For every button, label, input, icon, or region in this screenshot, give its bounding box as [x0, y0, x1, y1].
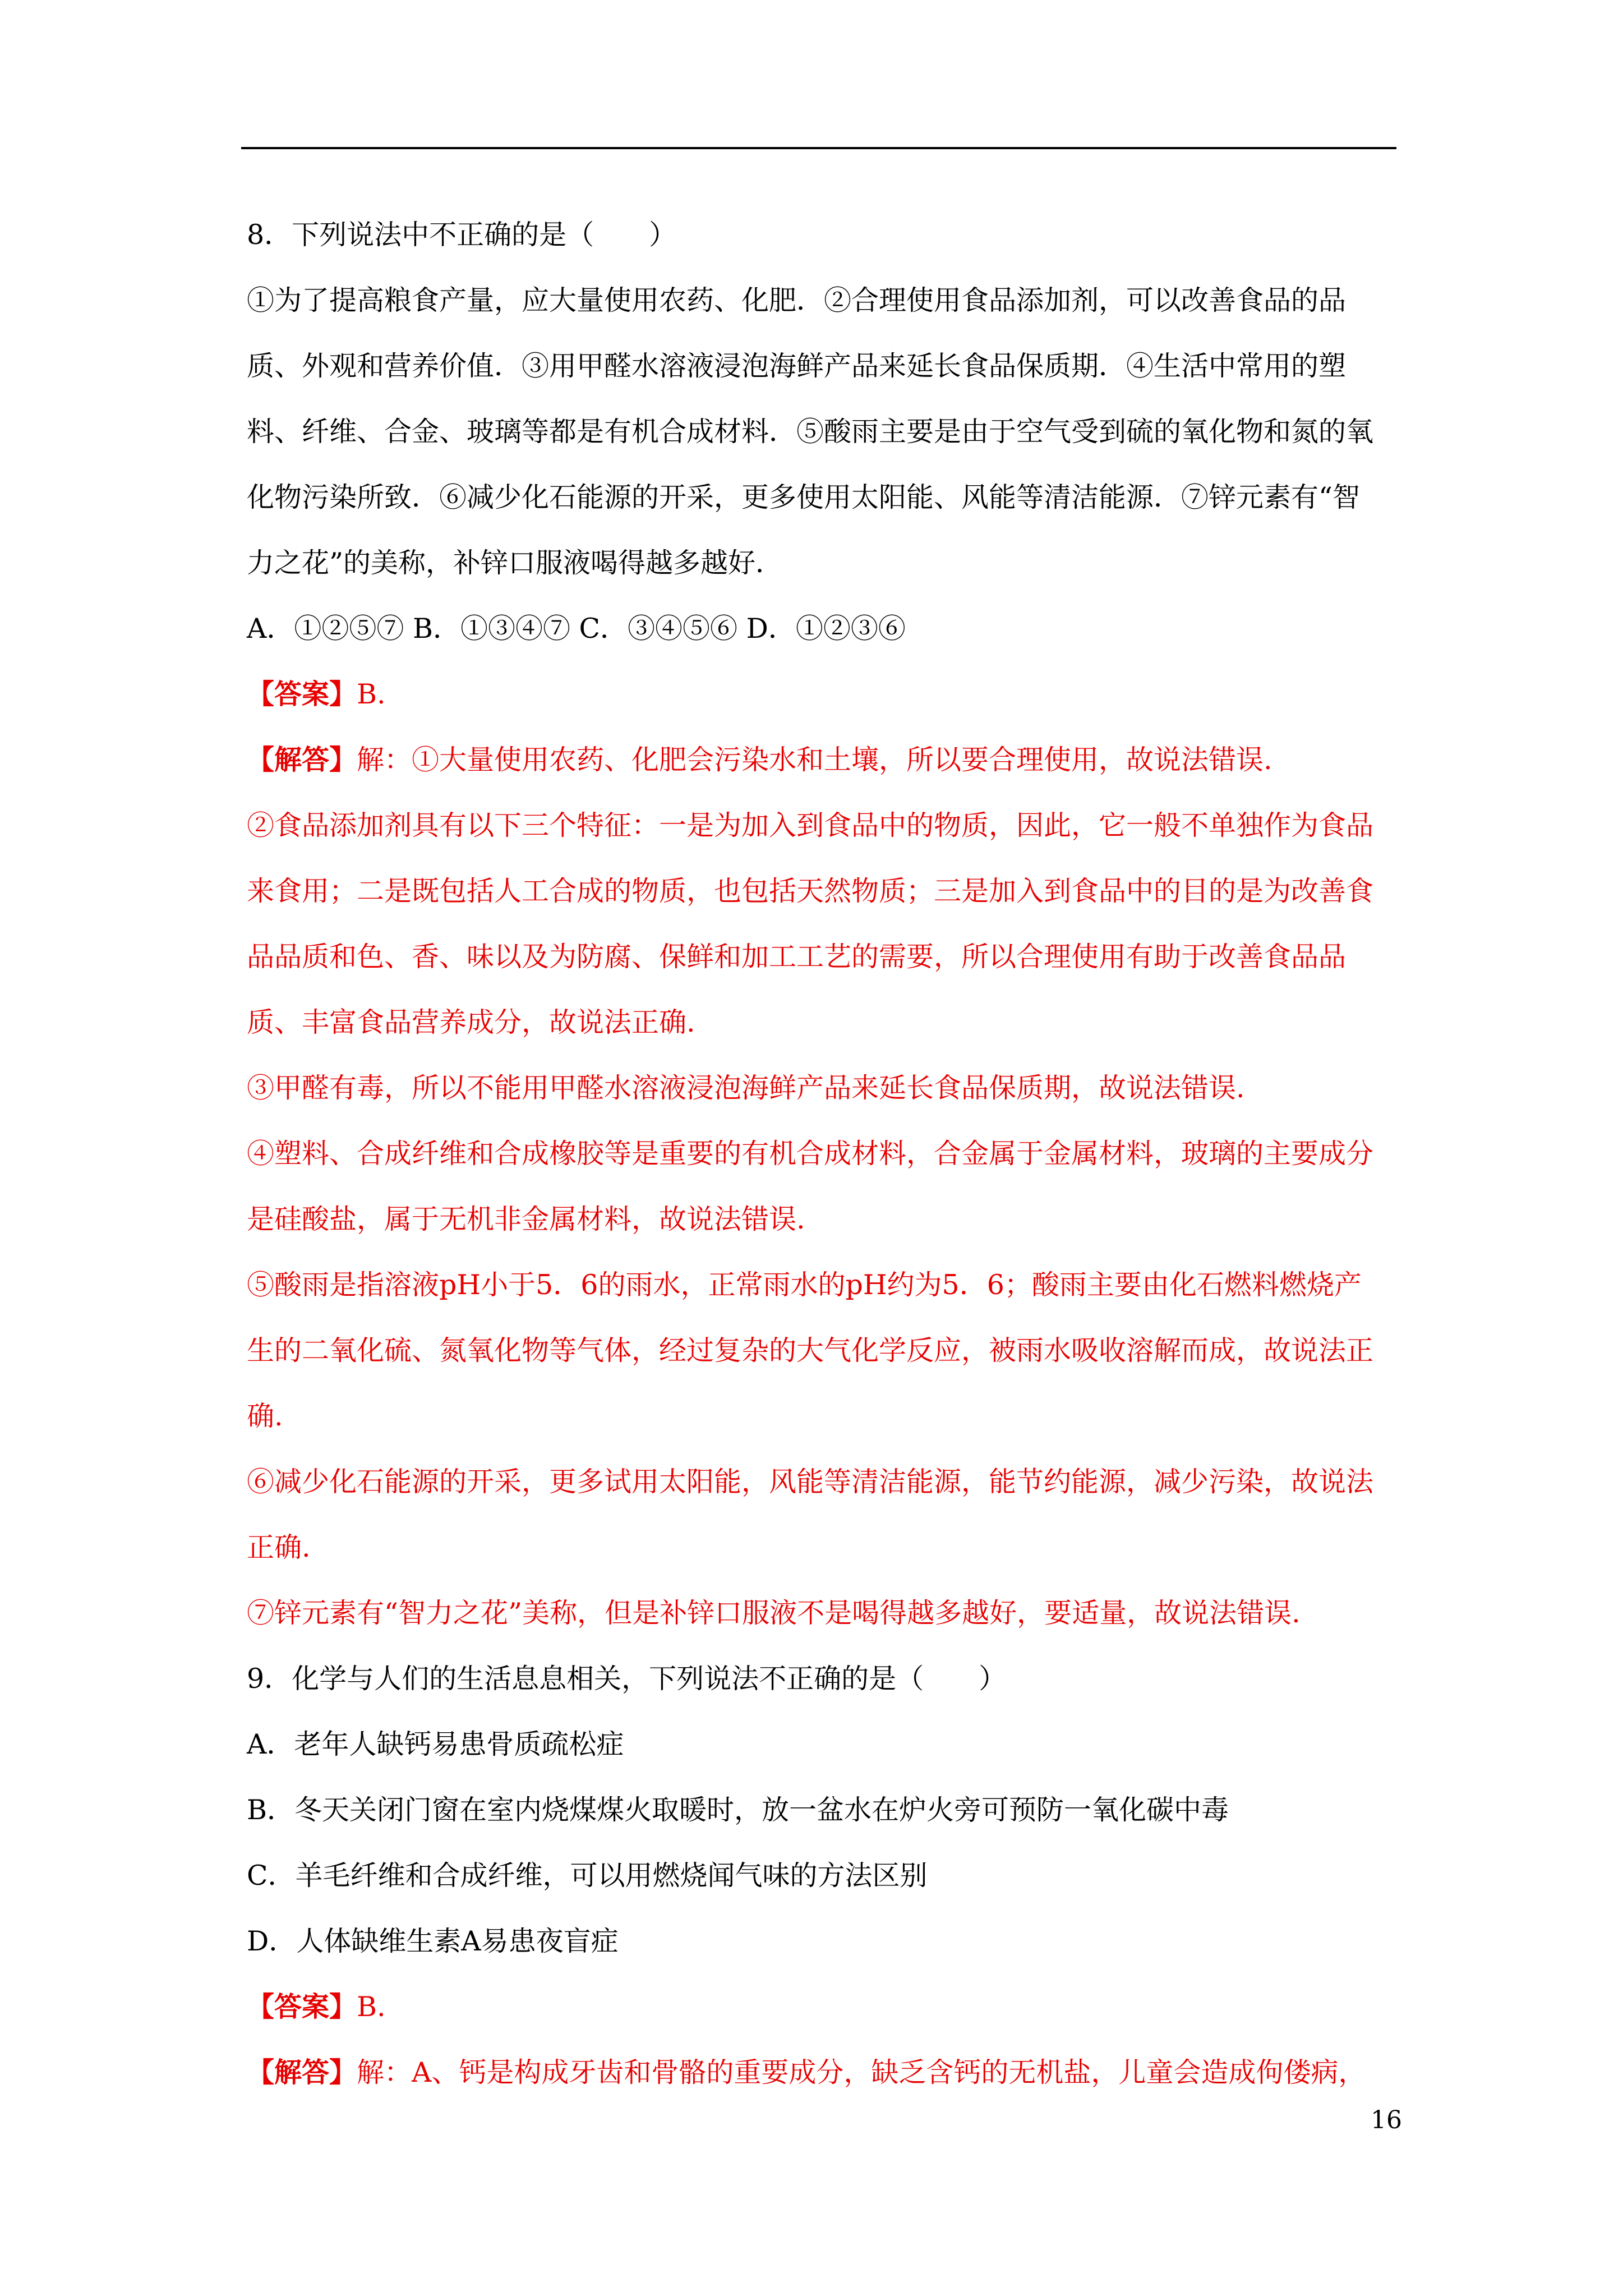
question-8-solution-line: ⑥减少化石能源的开采，更多试用太阳能，风能等清洁能源，能节约能源，减少污染，故说法正确.: [247, 1466, 1374, 1563]
question-8-answer: [247, 661, 1385, 727]
answer-value: B.: [357, 678, 386, 710]
question-8-solution-line: ⑤酸雨是指溶液pH小于5．6的雨水，正常雨水的pH约为5．6；酸雨主要由化石燃料燃烧产生的二氧化硫、氮氧化物等气体，经过复杂的大气化学反应，被雨水吸收溶解而成，故说法正确.: [247, 1269, 1374, 1432]
header-rule: [241, 147, 1396, 149]
question-8-solution-line: ⑦锌元素有“智力之花”美称，但是补锌口服液不是喝得越多越好，要适量，故说法错误.: [247, 1597, 1301, 1629]
question-9-answer: [247, 1974, 1385, 2040]
question-8-options: A．①②⑤⑦ B．①③④⑦ C．③④⑤⑥ D．①②③⑥: [247, 613, 906, 645]
question-8-statements: ①为了提高粮食产量，应大量使用农药、化肥．②合理使用食品添加剂，可以改善食品的品质、外观和营养价值．③用甲醛水溶液浸泡海鲜产品来延长食品保质期．④生活中常用的塑料、纤维、合金、玻璃等都是有机合成材料．⑤酸雨主要是由于空气受到硫的氧化物和氮的氧化物污染所致．⑥减少化石能源的开采，更多使用太阳能、风能等清洁能源．⑦锌元素有“智力之花”的美称，补锌口服液喝得越多越好．: [247, 284, 1374, 579]
answer-tag: 【答案】: [247, 678, 357, 710]
solution-tag: 【解答】: [247, 2056, 357, 2088]
question-8-solution-line: ④塑料、合成纤维和合成橡胶等是重要的有机合成材料，合金属于金属材料，玻璃的主要成分是硅酸盐，属于无机非金属材料，故说法错误.: [247, 1138, 1374, 1235]
solution-text: 解：①大量使用农药、化肥会污染水和土壤，所以要合理使用，故说法错误.: [357, 744, 1272, 776]
solution-tag: 【解答】: [247, 743, 357, 776]
page-content: [247, 202, 1385, 2105]
question-9-option-a: A．老年人缺钙易患骨质疏松症: [247, 1728, 624, 1760]
answer-tag: 【答案】: [247, 1990, 357, 2023]
question-8-stem: 8．下列说法中不正确的是（ ）: [247, 219, 677, 251]
question-9-option-d: D．人体缺维生素A易患夜盲症: [247, 1925, 619, 1957]
question-8-solution-line: ②食品添加剂具有以下三个特征：一是为加入到食品中的物质，因此，它一般不单独作为食品来食用；二是既包括人工合成的物质，也包括天然物质；三是加入到食品中的目的是为改善食品品质和色、香、味以及为防腐、保鲜和加工工艺的需要，所以合理使用有助于改善食品品质、丰富食品营养成分，故说法正确.: [247, 809, 1374, 1038]
question-8-solution-line: ③甲醛有毒，所以不能用甲醛水溶液浸泡海鲜产品来延长食品保质期，故说法错误.: [247, 1072, 1245, 1104]
question-8-solution-line: [247, 727, 1385, 793]
question-9-solution-line: [247, 2040, 1385, 2105]
question-9-option-c: C．羊毛纤维和合成纤维，可以用燃烧闻气味的方法区别: [247, 1860, 928, 1892]
page-number: 16: [1371, 2106, 1402, 2134]
question-9-stem: 9．化学与人们的生活息息相关，下列说法不正确的是（ ）: [247, 1663, 1007, 1695]
answer-value: B.: [357, 1991, 386, 2023]
solution-text: 解：A、钙是构成牙齿和骨骼的重要成分，缺乏含钙的无机盐，儿童会造成佝偻病，: [357, 2056, 1366, 2088]
question-9-option-b: B．冬天关闭门窗在室内烧煤煤火取暖时，放一盆水在炉火旁可预防一氧化碳中毒: [247, 1794, 1229, 1826]
